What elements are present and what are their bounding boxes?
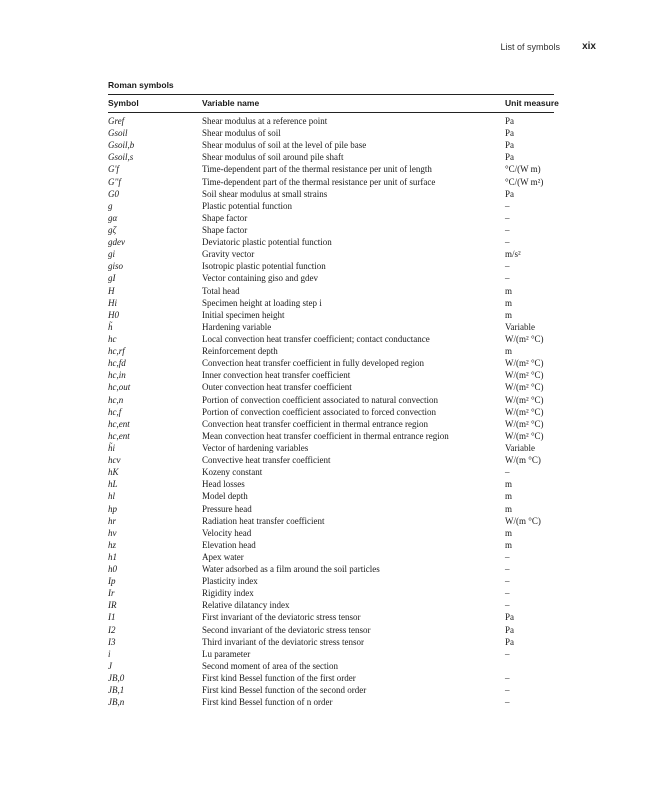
row-variable-name: Shape factor bbox=[202, 212, 248, 223]
row-unit: m bbox=[505, 309, 513, 320]
row-symbol: hc,fd bbox=[108, 358, 126, 369]
row-unit: °C/(W m) bbox=[505, 164, 541, 175]
row-symbol: hK bbox=[108, 467, 119, 478]
row-unit: W/(m² °C) bbox=[505, 418, 544, 429]
section-title: Roman symbols bbox=[108, 80, 174, 90]
row-symbol: gi bbox=[108, 249, 116, 260]
table-row bbox=[108, 394, 568, 406]
row-unit: – bbox=[505, 261, 510, 272]
row-symbol: hc,f bbox=[108, 406, 122, 417]
table-row bbox=[108, 212, 568, 224]
row-unit: W/(m² °C) bbox=[505, 430, 544, 441]
table-row bbox=[108, 418, 568, 430]
row-variable-name: Local convection heat transfer coefficient; contact conductance bbox=[202, 333, 430, 344]
row-variable-name: Convection heat transfer coefficient in thermal entrance region bbox=[202, 418, 428, 429]
row-symbol: h0 bbox=[108, 564, 117, 575]
table-row bbox=[108, 260, 568, 272]
row-variable-name: Convective heat transfer coefficient bbox=[202, 455, 331, 466]
row-symbol: hv bbox=[108, 527, 117, 538]
row-unit: – bbox=[505, 467, 510, 478]
row-unit: m bbox=[505, 503, 513, 514]
row-unit: m bbox=[505, 527, 513, 538]
table-row bbox=[108, 357, 568, 369]
table-row bbox=[108, 490, 568, 502]
row-variable-name: First kind Bessel function of the first order bbox=[202, 673, 356, 684]
row-variable-name: Shear modulus at a reference point bbox=[202, 116, 328, 126]
row-unit: m bbox=[505, 479, 513, 490]
table-row bbox=[108, 442, 568, 454]
row-symbol: hc bbox=[108, 333, 117, 344]
row-symbol: hc,ent bbox=[108, 418, 130, 429]
row-unit: m bbox=[505, 539, 513, 550]
table-row bbox=[108, 224, 568, 236]
row-variable-name: Time-dependent part of the thermal resistance per unit of length bbox=[202, 164, 432, 175]
row-variable-name: First invariant of the deviatoric stress tensor bbox=[202, 612, 361, 623]
row-symbol: i bbox=[108, 648, 111, 659]
table-row bbox=[108, 285, 568, 297]
table-row bbox=[108, 176, 568, 188]
row-unit: – bbox=[505, 564, 510, 575]
table-row bbox=[108, 696, 568, 708]
row-variable-name: Water adsorbed as a film around the soil particles bbox=[202, 564, 380, 575]
row-symbol: h̃i bbox=[108, 442, 116, 453]
table-row bbox=[108, 563, 568, 575]
row-symbol: Gsoil,s bbox=[108, 152, 134, 163]
row-unit: – bbox=[505, 648, 510, 659]
table-row bbox=[108, 515, 568, 527]
row-variable-name: Pressure head bbox=[202, 503, 252, 514]
row-symbol: Ip bbox=[108, 576, 116, 587]
row-variable-name: Head losses bbox=[202, 479, 245, 490]
row-symbol: H0 bbox=[108, 309, 119, 320]
table-row bbox=[108, 139, 568, 151]
table-row bbox=[108, 248, 568, 260]
row-variable-name: Radiation heat transfer coefficient bbox=[202, 515, 325, 526]
table-row bbox=[108, 503, 568, 515]
row-unit: W/(m² °C) bbox=[505, 370, 544, 381]
row-unit: – bbox=[505, 212, 510, 223]
row-variable-name: Shear modulus of soil at the level of pile base bbox=[202, 140, 367, 151]
row-symbol: Gsoil bbox=[108, 128, 128, 139]
row-variable-name: Shear modulus of soil bbox=[202, 128, 281, 139]
row-variable-name: Second moment of area of the section bbox=[202, 660, 338, 671]
page-header bbox=[0, 42, 648, 56]
row-symbol: hz bbox=[108, 539, 117, 550]
row-symbol: hc,n bbox=[108, 394, 124, 405]
row-variable-name: Reinforcement depth bbox=[202, 346, 278, 357]
table-header-rule bbox=[108, 112, 554, 113]
row-symbol: IR bbox=[108, 600, 117, 611]
row-unit: – bbox=[505, 685, 510, 696]
row-variable-name: Lu parameter bbox=[202, 648, 251, 659]
row-symbol: Gsoil,b bbox=[108, 140, 135, 151]
row-symbol: h̃ bbox=[108, 321, 113, 332]
row-variable-name: First kind Bessel function of n order bbox=[202, 697, 333, 708]
row-unit: Pa bbox=[505, 636, 514, 647]
row-unit: m/s² bbox=[505, 249, 521, 260]
page-number: xix bbox=[582, 41, 596, 52]
row-unit: – bbox=[505, 588, 510, 599]
running-title: List of symbols bbox=[500, 42, 560, 52]
row-unit: Pa bbox=[505, 188, 514, 199]
row-unit: Variable bbox=[505, 442, 535, 453]
table-row bbox=[108, 575, 568, 587]
row-unit: – bbox=[505, 551, 510, 562]
row-variable-name: First kind Bessel function of the second order bbox=[202, 685, 367, 696]
row-unit: W/(m² °C) bbox=[505, 394, 544, 405]
row-unit: m bbox=[505, 285, 513, 296]
row-variable-name: Portion of convection coefficient associated to forced convection bbox=[202, 406, 436, 417]
table-row bbox=[108, 151, 568, 163]
row-variable-name: Second invariant of the deviatoric stress tensor bbox=[202, 624, 371, 635]
row-unit: Pa bbox=[505, 128, 514, 139]
row-variable-name: Kozeny constant bbox=[202, 467, 263, 478]
row-symbol: G''f bbox=[108, 176, 121, 187]
row-unit: – bbox=[505, 200, 510, 211]
table-row bbox=[108, 188, 568, 200]
table-row bbox=[108, 539, 568, 551]
row-unit: Pa bbox=[505, 116, 514, 126]
table-row bbox=[108, 636, 568, 648]
row-unit: °C/(W m²) bbox=[505, 176, 544, 187]
row-symbol: hcv bbox=[108, 455, 121, 466]
table-row bbox=[108, 430, 568, 442]
table-row bbox=[108, 551, 568, 563]
row-unit: – bbox=[505, 697, 510, 708]
row-variable-name: Time-dependent part of the thermal resistance per unit of surface bbox=[202, 176, 436, 187]
row-variable-name: Initial specimen height bbox=[202, 309, 285, 320]
symbols-table bbox=[108, 115, 568, 708]
row-variable-name: Plastic potential function bbox=[202, 200, 292, 211]
row-unit: – bbox=[505, 600, 510, 611]
table-row bbox=[108, 454, 568, 466]
row-symbol: giso bbox=[108, 261, 124, 272]
row-symbol: gζ bbox=[108, 224, 117, 235]
row-symbol: Hi bbox=[108, 297, 117, 308]
row-symbol: gdev bbox=[108, 237, 125, 248]
row-variable-name: Deviatoric plastic potential function bbox=[202, 237, 332, 248]
row-variable-name: Apex water bbox=[202, 551, 244, 562]
row-symbol: I1 bbox=[108, 612, 116, 623]
table-row bbox=[108, 660, 568, 672]
row-variable-name: Plasticity index bbox=[202, 576, 258, 587]
table-row bbox=[108, 684, 568, 696]
row-variable-name: Third invariant of the deviatoric stress tensor bbox=[202, 636, 364, 647]
table-row bbox=[108, 406, 568, 418]
row-variable-name: Specimen height at loading step i bbox=[202, 297, 322, 308]
row-symbol: gI bbox=[108, 273, 116, 284]
table-row bbox=[108, 321, 568, 333]
row-unit: Pa bbox=[505, 152, 514, 163]
row-symbol: hc,out bbox=[108, 382, 131, 393]
column-header-variable: Variable name bbox=[202, 98, 260, 108]
row-variable-name: Velocity head bbox=[202, 527, 252, 538]
row-unit: – bbox=[505, 273, 510, 284]
table-row bbox=[108, 648, 568, 660]
row-variable-name: Model depth bbox=[202, 491, 248, 502]
row-unit: m bbox=[505, 346, 513, 357]
table-row bbox=[108, 587, 568, 599]
row-variable-name: Shape factor bbox=[202, 224, 248, 235]
table-row bbox=[108, 115, 568, 127]
column-header-unit: Unit measure bbox=[505, 98, 559, 108]
row-symbol: h1 bbox=[108, 551, 117, 562]
table-row bbox=[108, 478, 568, 490]
table-row bbox=[108, 309, 568, 321]
row-symbol: hp bbox=[108, 503, 117, 514]
row-unit: m bbox=[505, 297, 513, 308]
row-symbol: hL bbox=[108, 479, 118, 490]
row-unit: W/(m² °C) bbox=[505, 406, 544, 417]
table-row bbox=[108, 333, 568, 345]
row-symbol: G'f bbox=[108, 164, 119, 175]
row-variable-name: Outer convection heat transfer coefficient bbox=[202, 382, 352, 393]
row-symbol: Ir bbox=[108, 588, 115, 599]
row-symbol: hl bbox=[108, 491, 116, 502]
row-symbol: J bbox=[108, 660, 112, 671]
row-variable-name: Vector of hardening variables bbox=[202, 442, 309, 453]
row-unit: Pa bbox=[505, 612, 514, 623]
row-symbol: hc,ent bbox=[108, 430, 130, 441]
table-row bbox=[108, 624, 568, 636]
row-unit: – bbox=[505, 673, 510, 684]
row-variable-name: Soil shear modulus at small strains bbox=[202, 188, 328, 199]
row-variable-name: Shear modulus of soil around pile shaft bbox=[202, 152, 344, 163]
table-top-rule bbox=[108, 94, 554, 95]
table-row bbox=[108, 127, 568, 139]
row-unit: Variable bbox=[505, 321, 535, 332]
row-unit: Pa bbox=[505, 624, 514, 635]
row-unit: – bbox=[505, 237, 510, 248]
row-symbol: hc,rf bbox=[108, 346, 125, 357]
table-row bbox=[108, 200, 568, 212]
row-symbol: Gref bbox=[108, 116, 125, 126]
row-unit: W/(m² °C) bbox=[505, 382, 544, 393]
table-row bbox=[108, 297, 568, 309]
table-row bbox=[108, 345, 568, 357]
table-row bbox=[108, 599, 568, 611]
column-header-symbol: Symbol bbox=[108, 98, 139, 108]
row-variable-name: Rigidity index bbox=[202, 588, 254, 599]
row-variable-name: Mean convection heat transfer coefficient in thermal entrance region bbox=[202, 430, 449, 441]
row-symbol: hc,in bbox=[108, 370, 126, 381]
row-variable-name: Hardening variable bbox=[202, 321, 272, 332]
row-unit: W/(m² °C) bbox=[505, 358, 544, 369]
row-symbol: G0 bbox=[108, 188, 119, 199]
row-symbol: JB,0 bbox=[108, 673, 125, 684]
row-symbol: I3 bbox=[108, 636, 116, 647]
table-row bbox=[108, 527, 568, 539]
row-symbol: g bbox=[108, 200, 113, 211]
row-unit: Pa bbox=[505, 140, 514, 151]
row-symbol: JB,1 bbox=[108, 685, 125, 696]
row-unit: – bbox=[505, 576, 510, 587]
table-row bbox=[108, 369, 568, 381]
row-variable-name: Total head bbox=[202, 285, 240, 296]
row-symbol: JB,n bbox=[108, 697, 125, 708]
row-variable-name: Vector containing giso and gdev bbox=[202, 273, 318, 284]
row-variable-name: Inner convection heat transfer coefficient bbox=[202, 370, 351, 381]
row-unit: W/(m °C) bbox=[505, 515, 541, 526]
row-variable-name: Gravity vector bbox=[202, 249, 255, 260]
row-symbol: gα bbox=[108, 212, 118, 223]
table-row bbox=[108, 236, 568, 248]
row-symbol: I2 bbox=[108, 624, 116, 635]
row-variable-name: Portion of convection coefficient associated to natural convection bbox=[202, 394, 439, 405]
row-variable-name: Elevation head bbox=[202, 539, 256, 550]
table-row bbox=[108, 381, 568, 393]
row-symbol: H bbox=[108, 285, 115, 296]
table-row bbox=[108, 163, 568, 175]
row-unit: W/(m °C) bbox=[505, 455, 541, 466]
row-variable-name: Isotropic plastic potential function bbox=[202, 261, 326, 272]
row-unit: m bbox=[505, 491, 513, 502]
table-row bbox=[108, 611, 568, 623]
row-symbol: hr bbox=[108, 515, 117, 526]
row-variable-name: Convection heat transfer coefficient in fully developed region bbox=[202, 358, 425, 369]
row-variable-name: Relative dilatancy index bbox=[202, 600, 290, 611]
row-unit: W/(m² °C) bbox=[505, 333, 544, 344]
table-row bbox=[108, 672, 568, 684]
table-row bbox=[108, 466, 568, 478]
row-unit: – bbox=[505, 224, 510, 235]
table-row bbox=[108, 272, 568, 284]
